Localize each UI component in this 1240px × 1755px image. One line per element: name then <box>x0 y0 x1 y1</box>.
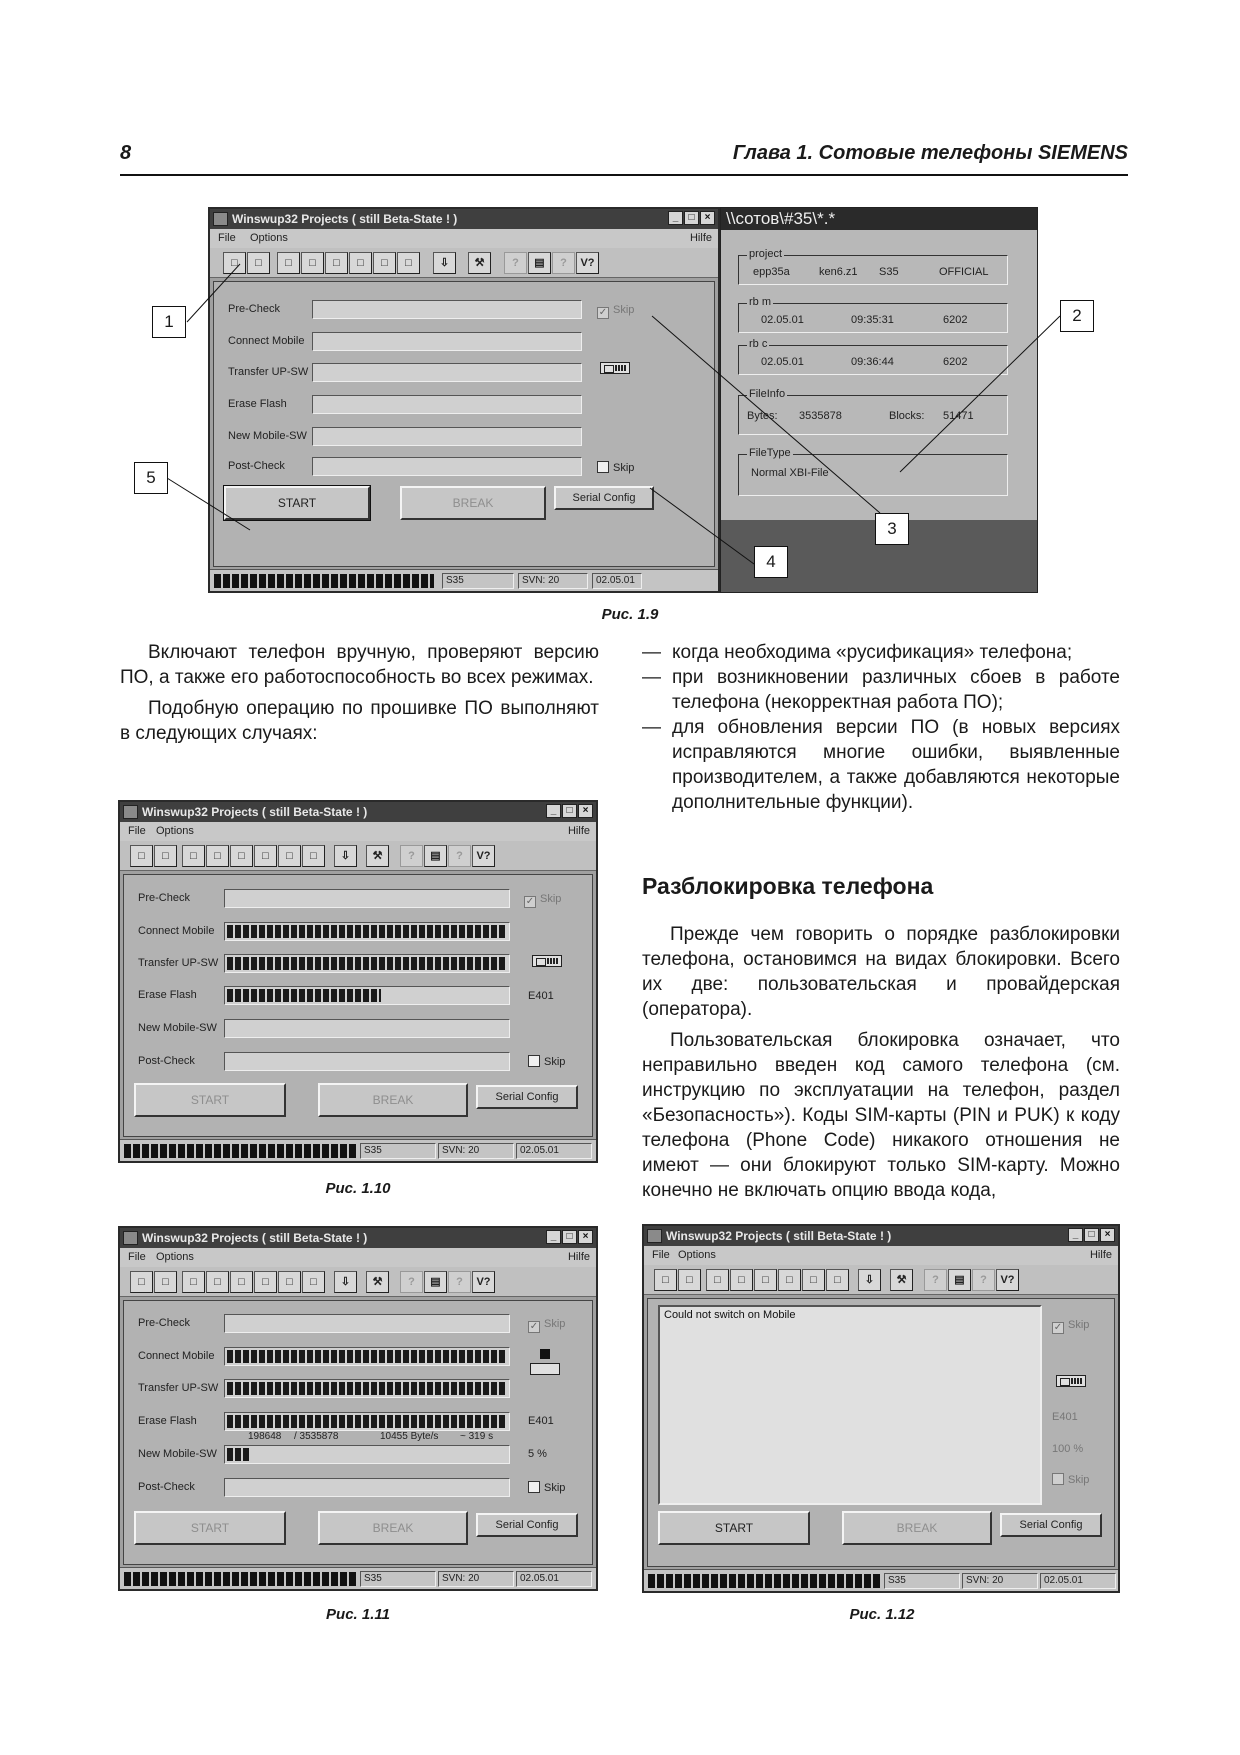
progress-fill <box>227 1350 507 1363</box>
break-button[interactable]: BREAK <box>318 1511 468 1545</box>
maximize-button[interactable]: □ <box>562 1230 577 1244</box>
right-column-text <box>642 922 1120 1203</box>
status-progress <box>648 1574 882 1588</box>
break-button[interactable]: BREAK <box>400 486 546 520</box>
left-column-text <box>120 640 599 746</box>
book-icon[interactable]: ▤ <box>948 1269 971 1291</box>
label-connect-mobile: Connect Mobile <box>138 1350 215 1362</box>
menu-help[interactable]: Hilfe <box>567 825 590 837</box>
help-icon[interactable]: ? <box>448 1271 471 1293</box>
folder-icon[interactable]: □ <box>230 845 253 867</box>
help-icon[interactable]: ? <box>924 1269 947 1291</box>
version-button[interactable]: V? <box>472 845 495 867</box>
status-date: 02.05.01 <box>516 1571 592 1587</box>
progress-transfer-up-sw <box>224 954 510 973</box>
progress-fill <box>227 925 507 938</box>
folder-icon[interactable]: □ <box>706 1269 729 1291</box>
folder-icon[interactable]: □ <box>302 845 325 867</box>
folder-icon[interactable]: □ <box>373 252 396 274</box>
project-group: project epp35a ken6.z1 S35 OFFICIAL <box>738 255 1008 285</box>
serial-config-button[interactable]: Serial Config <box>476 1085 578 1109</box>
progress-fill <box>227 1382 507 1395</box>
caption-fig-1-12: Рис. 1.12 <box>849 1606 915 1623</box>
label-connect-mobile: Connect Mobile <box>228 335 305 347</box>
progress-fill <box>227 989 381 1002</box>
maximize-button[interactable]: □ <box>684 211 699 225</box>
version-button[interactable]: V? <box>472 1271 495 1293</box>
skip-checkbox-post-check[interactable]: Skip <box>1052 1473 1089 1486</box>
progress-pre-check <box>224 889 510 908</box>
callout-1: 1 <box>152 306 186 338</box>
folder-icon[interactable]: □ <box>754 1269 777 1291</box>
menu-file[interactable]: File <box>218 232 236 244</box>
label-post-check: Post-Check <box>138 1481 195 1493</box>
open-folder-icon[interactable]: □ <box>154 845 177 867</box>
toolbar <box>120 1267 596 1297</box>
phone-icon <box>532 955 562 967</box>
toolbar <box>644 1265 1118 1295</box>
callout-3: 3 <box>875 513 909 545</box>
skip-checkbox-pre-check[interactable]: ✓ Skip <box>529 1318 566 1332</box>
hammer-icon[interactable]: ⚒ <box>468 252 491 274</box>
label-transfer-up-sw: Transfer UP-SW <box>228 366 309 378</box>
folder-icon[interactable]: □ <box>254 845 277 867</box>
fileinfo-group: FileInfo Bytes: 3535878 Blocks: 51471 <box>738 395 1008 435</box>
bytes-done: 198648 <box>248 1431 282 1442</box>
page-number: 8 <box>120 142 132 164</box>
progress-fill <box>227 1415 507 1428</box>
progress-erase-flash <box>224 1412 510 1431</box>
fig-1-12-window <box>642 1224 1120 1593</box>
folder-icon[interactable]: □ <box>826 1269 849 1291</box>
fig-1-10-window <box>118 800 598 1163</box>
menu-file[interactable]: File <box>652 1249 670 1261</box>
progress-post-check <box>224 1478 510 1497</box>
progress-percent: 100 % <box>1052 1443 1084 1455</box>
folder-icon[interactable]: □ <box>277 252 300 274</box>
progress-pre-check <box>224 1314 510 1333</box>
status-bar <box>120 1567 596 1589</box>
break-button[interactable]: BREAK <box>842 1511 992 1545</box>
skip-checkbox-post-check[interactable]: Skip <box>528 1055 565 1068</box>
help-icon[interactable]: ? <box>972 1269 995 1291</box>
label-new-mobile-sw: New Mobile-SW <box>138 1448 217 1460</box>
chapter-title: Глава 1. Сотовые телефоны SIEMENS <box>732 142 1128 164</box>
skip-checkbox-post-check[interactable]: Skip <box>597 461 634 474</box>
status-model: S35 <box>884 1573 960 1589</box>
minimize-button[interactable]: _ <box>1068 1228 1083 1242</box>
folder-icon[interactable]: □ <box>778 1269 801 1291</box>
folder-icon[interactable]: □ <box>182 845 205 867</box>
app-logo-icon <box>123 1231 138 1245</box>
error-code: E401 <box>528 1415 554 1427</box>
error-code: E401 <box>528 990 554 1002</box>
status-date: 02.05.01 <box>516 1143 592 1159</box>
label-erase-flash: Erase Flash <box>228 398 287 410</box>
progress-fill <box>227 957 507 970</box>
caption-fig-1-10: Рис. 1.10 <box>325 1180 391 1197</box>
status-model: S35 <box>360 1571 436 1587</box>
paragraph: Пользовательская блокировка означает, что неправильно введен код самого телефона (см. инструкцию по эксплуатации на телефон, раздел «Безопасность»). Коды SIM-карты (PIN и PUK) к коду телефона (Phone Code) никакого отношения не имеют — они блокируют только SIM-карту. Можно конечно не включать опцию ввода кода, <box>642 1030 1120 1201</box>
open-folder-icon[interactable]: □ <box>654 1269 677 1291</box>
main-panel <box>647 1298 1115 1567</box>
progress-transfer-up-sw <box>224 1379 510 1398</box>
folder-icon[interactable]: □ <box>302 1271 325 1293</box>
progress-connect-mobile <box>224 922 510 941</box>
fig-1-11-window <box>118 1226 598 1591</box>
menu-help[interactable]: Hilfe <box>1089 1249 1112 1261</box>
label-new-mobile-sw: New Mobile-SW <box>138 1022 217 1034</box>
progress-connect-mobile <box>224 1347 510 1366</box>
label-transfer-up-sw: Transfer UP-SW <box>138 1382 219 1394</box>
section-heading: Разблокировка телефона <box>642 873 934 899</box>
progress-fill <box>227 1448 249 1461</box>
callout-5: 5 <box>134 462 168 494</box>
callout-2: 2 <box>1060 300 1094 332</box>
help-icon[interactable]: ? <box>448 845 471 867</box>
open-folder-icon[interactable]: □ <box>130 845 153 867</box>
hammer-icon[interactable]: ⚒ <box>890 1269 913 1291</box>
menu-bar <box>644 1246 1118 1265</box>
minimize-button[interactable]: _ <box>546 1230 561 1244</box>
start-button[interactable]: START <box>224 486 370 520</box>
folder-icon[interactable]: □ <box>802 1269 825 1291</box>
filetype-group: FileType Normal XBI-File <box>738 454 1008 496</box>
help-icon[interactable]: ? <box>552 252 575 274</box>
phone-icon <box>1056 1375 1086 1387</box>
folder-icon[interactable]: □ <box>182 1271 205 1293</box>
status-date: 02.05.01 <box>1040 1573 1116 1589</box>
folder-icon[interactable]: □ <box>730 1269 753 1291</box>
skip-checkbox-pre-check[interactable]: ✓ Skip <box>598 304 635 318</box>
maximize-button[interactable]: □ <box>1084 1228 1099 1242</box>
book-icon[interactable]: ▤ <box>424 845 447 867</box>
menu-bar <box>120 822 596 841</box>
download-icon[interactable]: ⇩ <box>334 1271 357 1293</box>
app-logo-icon <box>647 1229 662 1243</box>
progress-new-mobile-sw <box>224 1445 510 1464</box>
help-icon[interactable]: ? <box>400 1271 423 1293</box>
window-title: Winswup32 Projects ( still Beta-State ! ) <box>142 1231 368 1245</box>
skip-checkbox-pre-check[interactable]: ✓ Skip <box>1053 1319 1090 1333</box>
skip-checkbox-pre-check[interactable]: ✓ Skip <box>525 893 562 907</box>
open-folder-icon[interactable]: □ <box>130 1271 153 1293</box>
folder-icon[interactable]: □ <box>206 845 229 867</box>
menu-options[interactable]: Options <box>156 1251 194 1263</box>
close-button[interactable]: × <box>578 804 593 818</box>
caption-fig-1-9: Рис. 1.9 <box>601 606 659 623</box>
serial-config-button[interactable]: Serial Config <box>476 1513 578 1537</box>
file-path-title: \\сотов\#35\*.* <box>721 208 1037 230</box>
error-message: Could not switch on Mobile <box>664 1309 796 1321</box>
help-icon[interactable]: ? <box>504 252 527 274</box>
paragraph: Включают телефон вручную, проверяют версию ПО, а также его работоспособность во всех режимах. <box>120 642 599 688</box>
open-folder-icon[interactable]: □ <box>678 1269 701 1291</box>
menu-help[interactable]: Hilfe <box>689 232 712 244</box>
open-folder-icon[interactable]: □ <box>223 252 246 274</box>
version-button[interactable]: V? <box>576 252 599 274</box>
help-icon[interactable]: ? <box>400 845 423 867</box>
window-title: Winswup32 Projects ( still Beta-State ! ) <box>666 1229 892 1243</box>
label-connect-mobile: Connect Mobile <box>138 925 215 937</box>
break-button[interactable]: BREAK <box>318 1083 468 1117</box>
status-model: S35 <box>442 573 514 589</box>
progress-erase-flash <box>224 986 510 1005</box>
menu-options[interactable]: Options <box>250 232 288 244</box>
maximize-button[interactable]: □ <box>562 804 577 818</box>
list-item: — при возникновении различных сбоев в работе телефона (некорректная работа ПО); <box>642 665 1120 715</box>
status-svn: SVN: 20 <box>438 1571 514 1587</box>
rb-c-group: rb c 02.05.01 09:36:44 6202 <box>738 345 1008 375</box>
time-remaining: ~ 319 s <box>460 1431 494 1442</box>
menu-help[interactable]: Hilfe <box>567 1251 590 1263</box>
phone-upload-icon <box>530 1349 560 1381</box>
folder-icon[interactable]: □ <box>278 845 301 867</box>
transfer-rate: 10455 Byte/s <box>380 1431 439 1442</box>
folder-icon[interactable]: □ <box>254 1271 277 1293</box>
label-pre-check: Pre-Check <box>228 303 280 315</box>
label-post-check: Post-Check <box>138 1055 195 1067</box>
error-code: E401 <box>1052 1411 1078 1423</box>
app-logo-icon <box>123 805 138 819</box>
start-button[interactable]: START <box>134 1511 286 1545</box>
folder-icon[interactable]: □ <box>230 1271 253 1293</box>
label-transfer-up-sw: Transfer UP-SW <box>138 957 219 969</box>
folder-icon[interactable]: □ <box>301 252 324 274</box>
status-bar <box>644 1569 1118 1591</box>
window-title: Winswup32 Projects ( still Beta-State ! ) <box>232 212 458 226</box>
hammer-icon[interactable]: ⚒ <box>366 1271 389 1293</box>
window-title: Winswup32 Projects ( still Beta-State ! ) <box>142 805 368 819</box>
paragraph: Подобную операцию по прошивке ПО выполняют в следующих случаях: <box>120 698 599 744</box>
serial-config-button[interactable]: Serial Config <box>554 486 654 510</box>
progress-percent: 5 % <box>528 1448 547 1460</box>
folder-icon[interactable]: □ <box>325 252 348 274</box>
minimize-button[interactable]: _ <box>546 804 561 818</box>
status-progress <box>124 1572 358 1586</box>
close-button[interactable]: × <box>578 1230 593 1244</box>
bytes-total: / 3535878 <box>294 1431 339 1442</box>
label-post-check: Post-Check <box>228 460 285 472</box>
close-button[interactable]: × <box>700 211 715 225</box>
status-model: S35 <box>360 1143 436 1159</box>
progress-post-check <box>224 1052 510 1071</box>
status-svn: SVN: 20 <box>438 1143 514 1159</box>
folder-icon[interactable]: □ <box>349 252 372 274</box>
menu-bar <box>120 1248 596 1267</box>
skip-checkbox-post-check[interactable]: Skip <box>528 1481 565 1494</box>
label-new-mobile-sw: New Mobile-SW <box>228 430 307 442</box>
status-progress <box>124 1144 358 1158</box>
open-folder-icon[interactable]: □ <box>247 252 270 274</box>
main-panel <box>123 874 593 1137</box>
start-button[interactable]: START <box>658 1511 810 1545</box>
list-item: — для обновления версии ПО (в новых версиях исправляются многие ошибки, выявленные производителем, а также добавляются некоторые дополнительные функции). <box>642 715 1120 815</box>
status-bar <box>120 1139 596 1161</box>
menu-file[interactable]: File <box>128 825 146 837</box>
menu-options[interactable]: Options <box>156 825 194 837</box>
label-erase-flash: Erase Flash <box>138 989 197 1001</box>
toolbar <box>120 841 596 871</box>
status-date: 02.05.01 <box>592 573 642 589</box>
menu-file[interactable]: File <box>128 1251 146 1263</box>
folder-icon[interactable]: □ <box>397 252 420 274</box>
caption-fig-1-11: Рис. 1.11 <box>326 1606 390 1623</box>
rb-m-group: rb m 02.05.01 09:35:31 6202 <box>738 303 1008 333</box>
download-icon[interactable]: ⇩ <box>858 1269 881 1291</box>
version-button[interactable]: V? <box>996 1269 1019 1291</box>
label-erase-flash: Erase Flash <box>138 1415 197 1427</box>
message-log <box>658 1305 1042 1505</box>
paragraph: Прежде чем говорить о порядке разблокировки телефона, остановимся на видах блокировки. Всего их две: пользовательская и провайдерская (оператора). <box>642 924 1120 1020</box>
label-pre-check: Pre-Check <box>138 892 190 904</box>
folder-icon[interactable]: □ <box>278 1271 301 1293</box>
minimize-button[interactable]: _ <box>668 211 683 225</box>
status-svn: SVN: 20 <box>962 1573 1038 1589</box>
download-icon[interactable]: ⇩ <box>433 252 456 274</box>
status-svn: SVN: 20 <box>518 573 588 589</box>
reasons-list <box>642 640 1120 815</box>
main-panel <box>123 1300 593 1565</box>
book-icon[interactable]: ▤ <box>424 1271 447 1293</box>
close-button[interactable]: × <box>1100 1228 1115 1242</box>
download-icon[interactable]: ⇩ <box>334 845 357 867</box>
start-button[interactable]: START <box>134 1083 286 1117</box>
hammer-icon[interactable]: ⚒ <box>366 845 389 867</box>
progress-new-mobile-sw <box>224 1019 510 1038</box>
book-icon[interactable]: ▤ <box>528 252 551 274</box>
label-pre-check: Pre-Check <box>138 1317 190 1329</box>
serial-config-button[interactable]: Serial Config <box>1000 1513 1102 1537</box>
folder-icon[interactable]: □ <box>206 1271 229 1293</box>
menu-options[interactable]: Options <box>678 1249 716 1261</box>
list-item: — когда необходима «русификация» телефона; <box>642 640 1120 665</box>
open-folder-icon[interactable]: □ <box>154 1271 177 1293</box>
callout-4: 4 <box>754 546 788 578</box>
